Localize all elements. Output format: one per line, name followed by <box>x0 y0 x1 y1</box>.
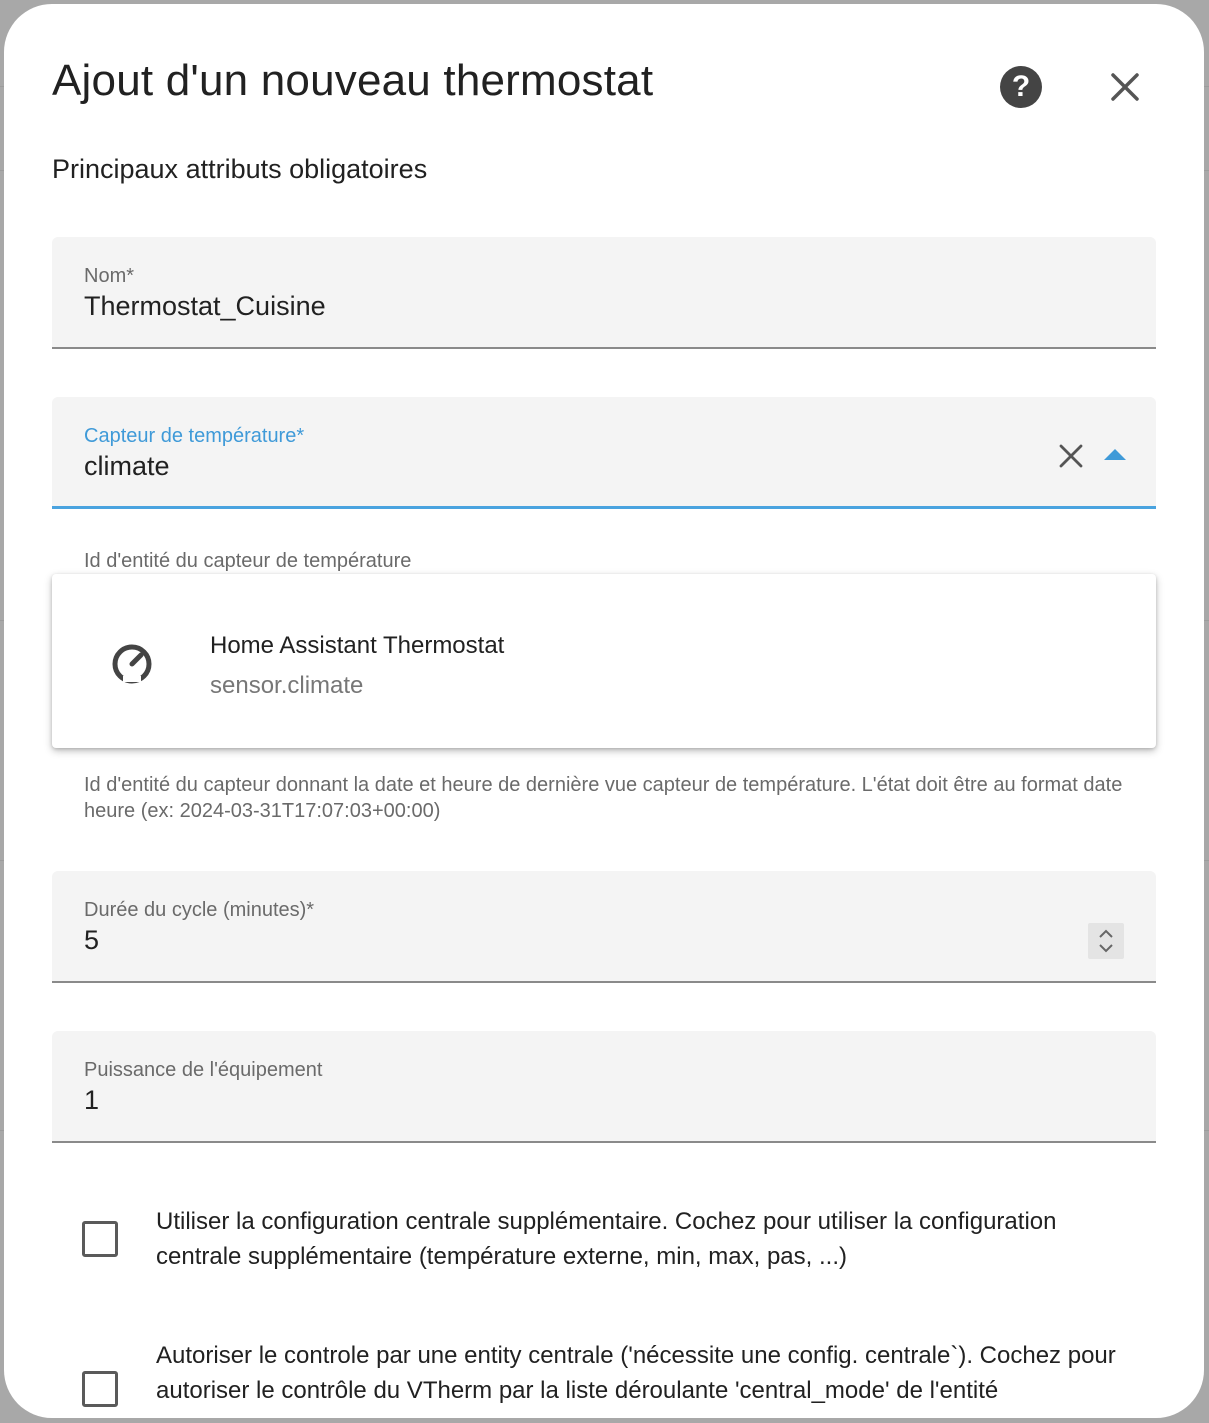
name-field-label: Nom* <box>84 265 135 287</box>
power-field[interactable] <box>52 1031 1156 1143</box>
close-icon[interactable] <box>1104 66 1146 108</box>
cycle-duration-input[interactable]: 5 <box>84 925 100 955</box>
power-label: Puissance de l'équipement <box>84 1059 323 1081</box>
name-field[interactable] <box>52 237 1156 349</box>
add-thermostat-dialog <box>4 4 1204 1418</box>
temperature-sensor-field[interactable] <box>52 397 1156 509</box>
central-control-checkbox[interactable] <box>82 1371 118 1407</box>
stepper-arrows-icon <box>1088 923 1124 959</box>
dropdown-option-title: Home Assistant Thermostat <box>210 632 505 659</box>
central-config-checkbox[interactable] <box>82 1221 118 1257</box>
name-field-value[interactable]: Thermostat_Cuisine <box>84 291 326 321</box>
central-config-label: Utiliser la configuration centrale supplémentaire. Cochez pour utiliser la configuration centrale supplémentaire (température externe, min, max, pas, ...) <box>156 1208 1057 1270</box>
temperature-sensor-helper: Id d'entité du capteur de température <box>84 550 412 572</box>
section-title: Principaux attributs obligatoires <box>52 154 428 184</box>
close-icon-glyph <box>1110 72 1140 102</box>
gauge-icon <box>110 642 154 686</box>
entity-dropdown <box>52 574 1156 748</box>
power-input[interactable]: 1 <box>84 1085 100 1115</box>
number-stepper[interactable] <box>1088 923 1124 959</box>
clear-icon[interactable] <box>1056 441 1086 471</box>
central-control-label: Autoriser le controle par une entity centrale ('nécessite une config. centrale`). Cochez pour autoriser le contrôle du VTherm par la liste déroulante 'central_mode' de l'entité <box>156 1342 1116 1404</box>
dropdown-option-subtitle: sensor.climate <box>210 672 364 699</box>
last-seen-helper: Id d'entité du capteur donnant la date et heure de dernière vue capteur de température. L'état doit être au format date heure (ex: 2024-03-31T17:07:03+00:00) <box>84 774 1123 822</box>
help-icon[interactable]: ? <box>1000 66 1042 108</box>
cycle-duration-label: Durée du cycle (minutes)* <box>84 899 315 921</box>
dropdown-option[interactable] <box>52 574 1156 748</box>
chevron-up-icon[interactable] <box>1104 449 1126 460</box>
cycle-duration-field[interactable] <box>52 871 1156 983</box>
temperature-sensor-input[interactable]: climate <box>84 451 170 481</box>
dialog-title: Ajout d'un nouveau thermostat <box>52 56 654 105</box>
temperature-sensor-label: Capteur de température* <box>84 425 305 447</box>
